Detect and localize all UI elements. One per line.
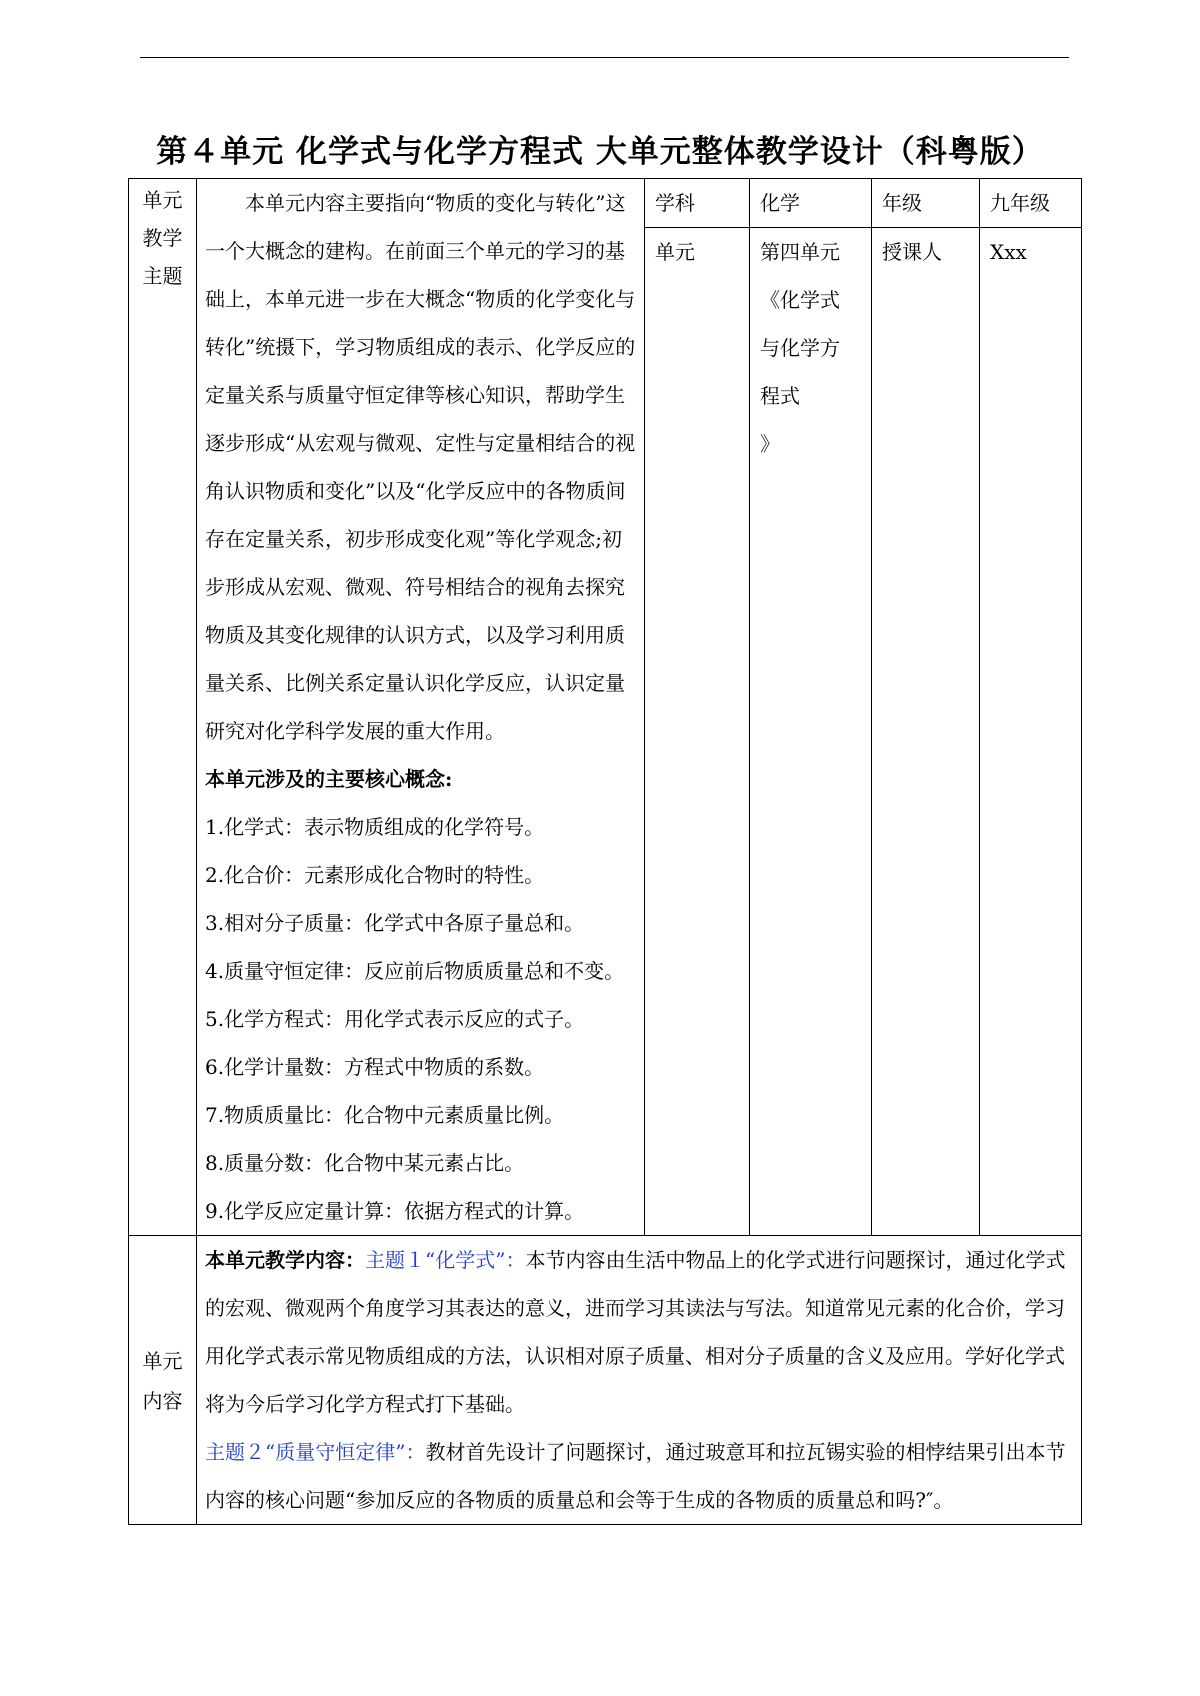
topic2-text: 教材首先设计了问题探讨，通过玻意耳和拉瓦锡实验的相悖结果引出本节内容的核心问题“参加反应的各物质的质量总和会等于生成的各物质的质量总和吗?″。	[205, 1440, 1066, 1512]
topic1-text: 本节内容由生活中物品上的化学式进行问题探讨，通过化学式的宏观、微观两个角度学习其表达的意义，进而学习其读法与写法。知道常见元素的化合价，学习用化学式表示常见物质组成的方法，认识相对原子质量、相对分子质量的含义及应用。学好化学式将为今后学习化学方程式打下基础。	[205, 1248, 1066, 1416]
theme-label-cell	[129, 179, 197, 1236]
grade-label: 年级	[872, 179, 980, 228]
page-title: 第４单元 化学式与化学方程式 大单元整体教学设计（科粤版）	[156, 134, 1044, 170]
concept-item: 2.化合价：元素形成化合物时的特性。	[205, 863, 545, 887]
theme-label-line: 教学	[142, 226, 183, 250]
topic1-title: 主题１“化学式”：	[365, 1248, 526, 1272]
concept-item: 4.质量守恒定律：反应前后物质质量总和不变。	[205, 959, 625, 983]
concepts-heading: 本单元涉及的主要核心概念:	[205, 767, 453, 791]
concept-item: 6.化学计量数：方程式中物质的系数。	[205, 1055, 545, 1079]
subject-label: 学科	[645, 179, 750, 228]
unit-value-line: 第四单元	[760, 240, 840, 264]
unit-value-line: 程式	[760, 384, 800, 408]
unit-value-line: 《化学式	[760, 288, 840, 312]
concept-item: 8.质量分数：化合物中某元素占比。	[205, 1151, 525, 1175]
content-heading: 本单元教学内容：	[205, 1248, 365, 1272]
unit-value-cell	[750, 228, 872, 1236]
header-rule	[140, 57, 1069, 58]
content-body-cell	[197, 1236, 1082, 1525]
teacher-value-text: Xxx	[990, 240, 1027, 264]
content-label-line: 单元	[142, 1349, 183, 1373]
concept-item: 5.化学方程式：用化学式表示反应的式子。	[205, 1007, 585, 1031]
design-table	[128, 178, 1082, 1525]
content-label-line: 内容	[142, 1389, 183, 1413]
concept-item: 7.物质质量比：化合物中元素质量比例。	[205, 1103, 565, 1127]
theme-intro: 本单元内容主要指向“物质的变化与转化”这一个大概念的建构。在前面三个单元的学习的基础上，本单元进一步在大概念“物质的化学变化与转化”统摄下，学习物质组成的表示、化学反应的定量关系与质量守恒定律等核心知识，帮助学生逐步形成“从宏观与微观、定性与定量相结合的视角认识物质和变化”以及“化学反应中的各物质间存在定量关系，初步形成变化观”等化学观念;初步形成从宏观、微观、符号相结合的视角去探究物质及其变化规律的认识方式，以及学习利用质量关系、比例关系定量认识化学反应，认识定量研究对化学科学发展的重大作用。	[205, 191, 636, 743]
unit-value-line: 与化学方	[760, 336, 840, 360]
topic2-title: 主题２“质量守恒定律”：	[205, 1440, 426, 1464]
content-label-cell	[129, 1236, 197, 1525]
unit-label-text: 单元	[655, 240, 695, 264]
unit-label	[645, 228, 750, 1236]
grade-value: 九年级	[980, 179, 1082, 228]
unit-value-line: 》	[760, 432, 780, 456]
teacher-label	[872, 228, 980, 1236]
subject-value: 化学	[750, 179, 872, 228]
concept-item: 9.化学反应定量计算：依据方程式的计算。	[205, 1199, 585, 1223]
theme-label-line: 单元	[142, 188, 183, 212]
theme-content-cell	[197, 179, 645, 1236]
teacher-value	[980, 228, 1082, 1236]
concept-item: 1.化学式：表示物质组成的化学符号。	[205, 815, 545, 839]
theme-label-line: 主题	[142, 264, 183, 288]
teacher-label-text: 授课人	[882, 240, 942, 264]
concept-item: 3.相对分子质量：化学式中各原子量总和。	[205, 911, 585, 935]
